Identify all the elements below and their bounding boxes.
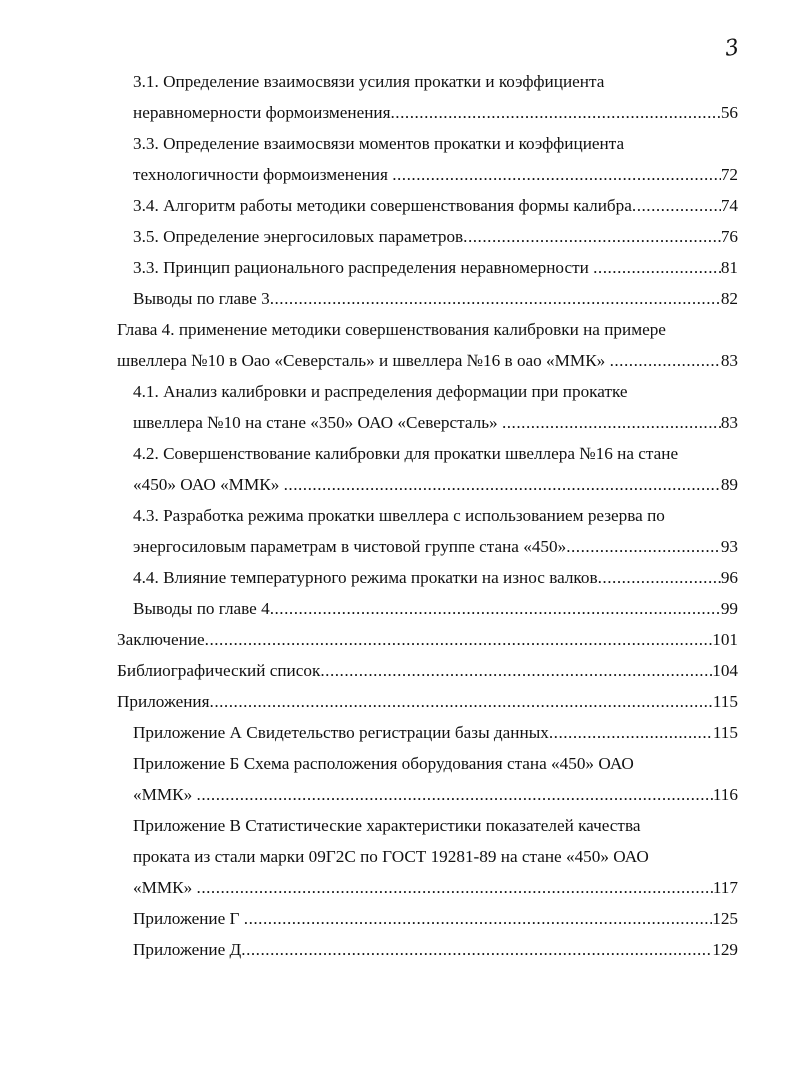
toc-entry-title: Приложение А Свидетельство регистрации базы данных xyxy=(133,723,549,742)
dot-leader xyxy=(593,252,721,283)
toc-entry[interactable] xyxy=(133,283,738,314)
toc-entry-title: Приложения xyxy=(117,692,210,711)
dot-leader xyxy=(197,872,713,903)
toc-page-number: 101 xyxy=(712,630,738,649)
toc-entry-text: 4.3. Разработка режима прокатки швеллера с использованием резерва по xyxy=(133,506,665,525)
toc-entry-title: Выводы по главе 4 xyxy=(133,599,270,618)
toc-entry-line xyxy=(133,810,738,841)
dot-leader xyxy=(210,686,713,717)
toc-entry[interactable] xyxy=(133,531,738,562)
toc-entry-line xyxy=(133,66,738,97)
toc-page-number: 56 xyxy=(720,103,738,122)
toc-entry[interactable] xyxy=(133,903,738,934)
toc-entry-title: 3.4. Алгоритм работы методики совершенствования формы калибра xyxy=(133,196,632,215)
toc-entry-title: Заключение xyxy=(117,630,205,649)
toc-entry-line xyxy=(133,438,738,469)
toc-entry[interactable] xyxy=(117,655,738,686)
handwritten-page-number: 3 xyxy=(723,35,741,62)
dot-leader xyxy=(598,562,721,593)
toc-page-number: 89 xyxy=(720,475,738,494)
toc-entry[interactable] xyxy=(133,593,738,624)
toc-page-number: 116 xyxy=(712,785,738,804)
toc-entry[interactable] xyxy=(133,562,738,593)
toc-entry-line xyxy=(133,128,738,159)
toc-entry-text: 4.1. Анализ калибровки и распределения деформации при прокатке xyxy=(133,382,628,401)
toc-entry-text: Глава 4. применение методики совершенствования калибровки на примере xyxy=(117,320,666,339)
dot-leader xyxy=(392,159,721,190)
toc-page-number: 74 xyxy=(720,196,738,215)
toc-page-number: 72 xyxy=(720,165,738,184)
toc-entry-title: 3.5. Определение энергосиловых параметров xyxy=(133,227,464,246)
toc-page-number: 104 xyxy=(712,661,738,680)
dot-leader xyxy=(610,345,721,376)
dot-leader xyxy=(241,934,712,965)
toc-page-number: 99 xyxy=(720,599,738,618)
toc-page-number: 93 xyxy=(720,537,738,556)
toc-entry[interactable] xyxy=(117,624,738,655)
dot-leader xyxy=(205,624,713,655)
dot-leader xyxy=(284,469,721,500)
toc-page-number: 96 xyxy=(720,568,738,587)
dot-leader xyxy=(632,190,721,221)
toc-entry-title: технологичности формоизменения xyxy=(133,165,393,184)
dot-leader xyxy=(391,97,721,128)
toc-entry-title: швеллера №10 в Оао «Северсталь» и швеллера №16 в оао «ММК» xyxy=(117,351,610,370)
toc-entry-text: проката из стали марки 09Г2С по ГОСТ 19281-89 на стане «450» ОАО xyxy=(133,847,649,866)
toc-entry-text: Приложение Б Схема расположения оборудования стана «450» ОАО xyxy=(133,754,634,773)
toc-entry-line xyxy=(133,500,738,531)
dot-leader xyxy=(463,221,721,252)
toc-page-number: 83 xyxy=(720,413,738,432)
toc-entry-line xyxy=(133,748,738,779)
toc-entry-line xyxy=(117,314,738,345)
toc-entry-title: неравномерности формоизменения xyxy=(133,103,391,122)
dot-leader xyxy=(549,717,713,748)
toc-entry[interactable] xyxy=(133,407,738,438)
dot-leader xyxy=(320,655,712,686)
dot-leader xyxy=(502,407,721,438)
toc-entry-text: 3.3. Определение взаимосвязи моментов прокатки и коэффициента xyxy=(133,134,625,153)
dot-leader xyxy=(197,779,713,810)
toc-entry-text: Приложение В Статистические характеристики показателей качества xyxy=(133,816,641,835)
toc-entry-title: «450» ОАО «ММК» xyxy=(133,475,284,494)
toc-entry-title: Приложение Д xyxy=(133,940,242,959)
toc-entry-title: Библиографический список xyxy=(117,661,321,680)
toc-entry[interactable] xyxy=(133,872,738,903)
toc-entry-line xyxy=(133,841,738,872)
toc-page-number: 115 xyxy=(712,723,738,742)
toc-entry-title: Приложение Г xyxy=(133,909,244,928)
toc-entry[interactable] xyxy=(133,779,738,810)
toc-entry-title: «ММК» xyxy=(133,785,197,804)
toc-page-number: 82 xyxy=(720,289,738,308)
toc-entry[interactable] xyxy=(133,221,738,252)
toc-entry-title: «ММК» xyxy=(133,878,197,897)
toc-page-number: 125 xyxy=(712,909,738,928)
dot-leader xyxy=(270,283,721,314)
toc-entry[interactable] xyxy=(133,469,738,500)
toc-entry-text: 3.1. Определение взаимосвязи усилия прокатки и коэффициента xyxy=(133,72,605,91)
toc-entry-title: 3.3. Принцип рационального распределения неравномерности xyxy=(133,258,594,277)
toc-entry[interactable] xyxy=(133,159,738,190)
toc-entry[interactable] xyxy=(133,717,738,748)
toc-page-number: 115 xyxy=(712,692,738,711)
dot-leader xyxy=(244,903,712,934)
toc-page-number: 117 xyxy=(712,878,738,897)
toc-entry[interactable] xyxy=(133,252,738,283)
toc-entry-title: 4.4. Влияние температурного режима прокатки на износ валков xyxy=(133,568,598,587)
toc-entry[interactable] xyxy=(133,190,738,221)
toc-page-number: 83 xyxy=(720,351,738,370)
toc-entry[interactable] xyxy=(133,934,738,965)
dot-leader xyxy=(566,531,721,562)
toc-entry-title: энергосиловым параметрам в чистовой группе стана «450» xyxy=(133,537,567,556)
dot-leader xyxy=(270,593,721,624)
toc-entry-line xyxy=(133,376,738,407)
toc-entry[interactable] xyxy=(133,97,738,128)
toc-page-number: 76 xyxy=(720,227,738,246)
toc-entry-title: швеллера №10 на стане «350» ОАО «Северсталь» xyxy=(133,413,502,432)
toc-entry-title: Выводы по главе 3 xyxy=(133,289,270,308)
toc-entry-text: 4.2. Совершенствование калибровки для прокатки швеллера №16 на стане xyxy=(133,444,679,463)
toc-entry[interactable] xyxy=(117,686,738,717)
toc-page-number: 129 xyxy=(712,940,738,959)
toc-page-number: 81 xyxy=(720,258,738,277)
toc-entry[interactable] xyxy=(117,345,738,376)
